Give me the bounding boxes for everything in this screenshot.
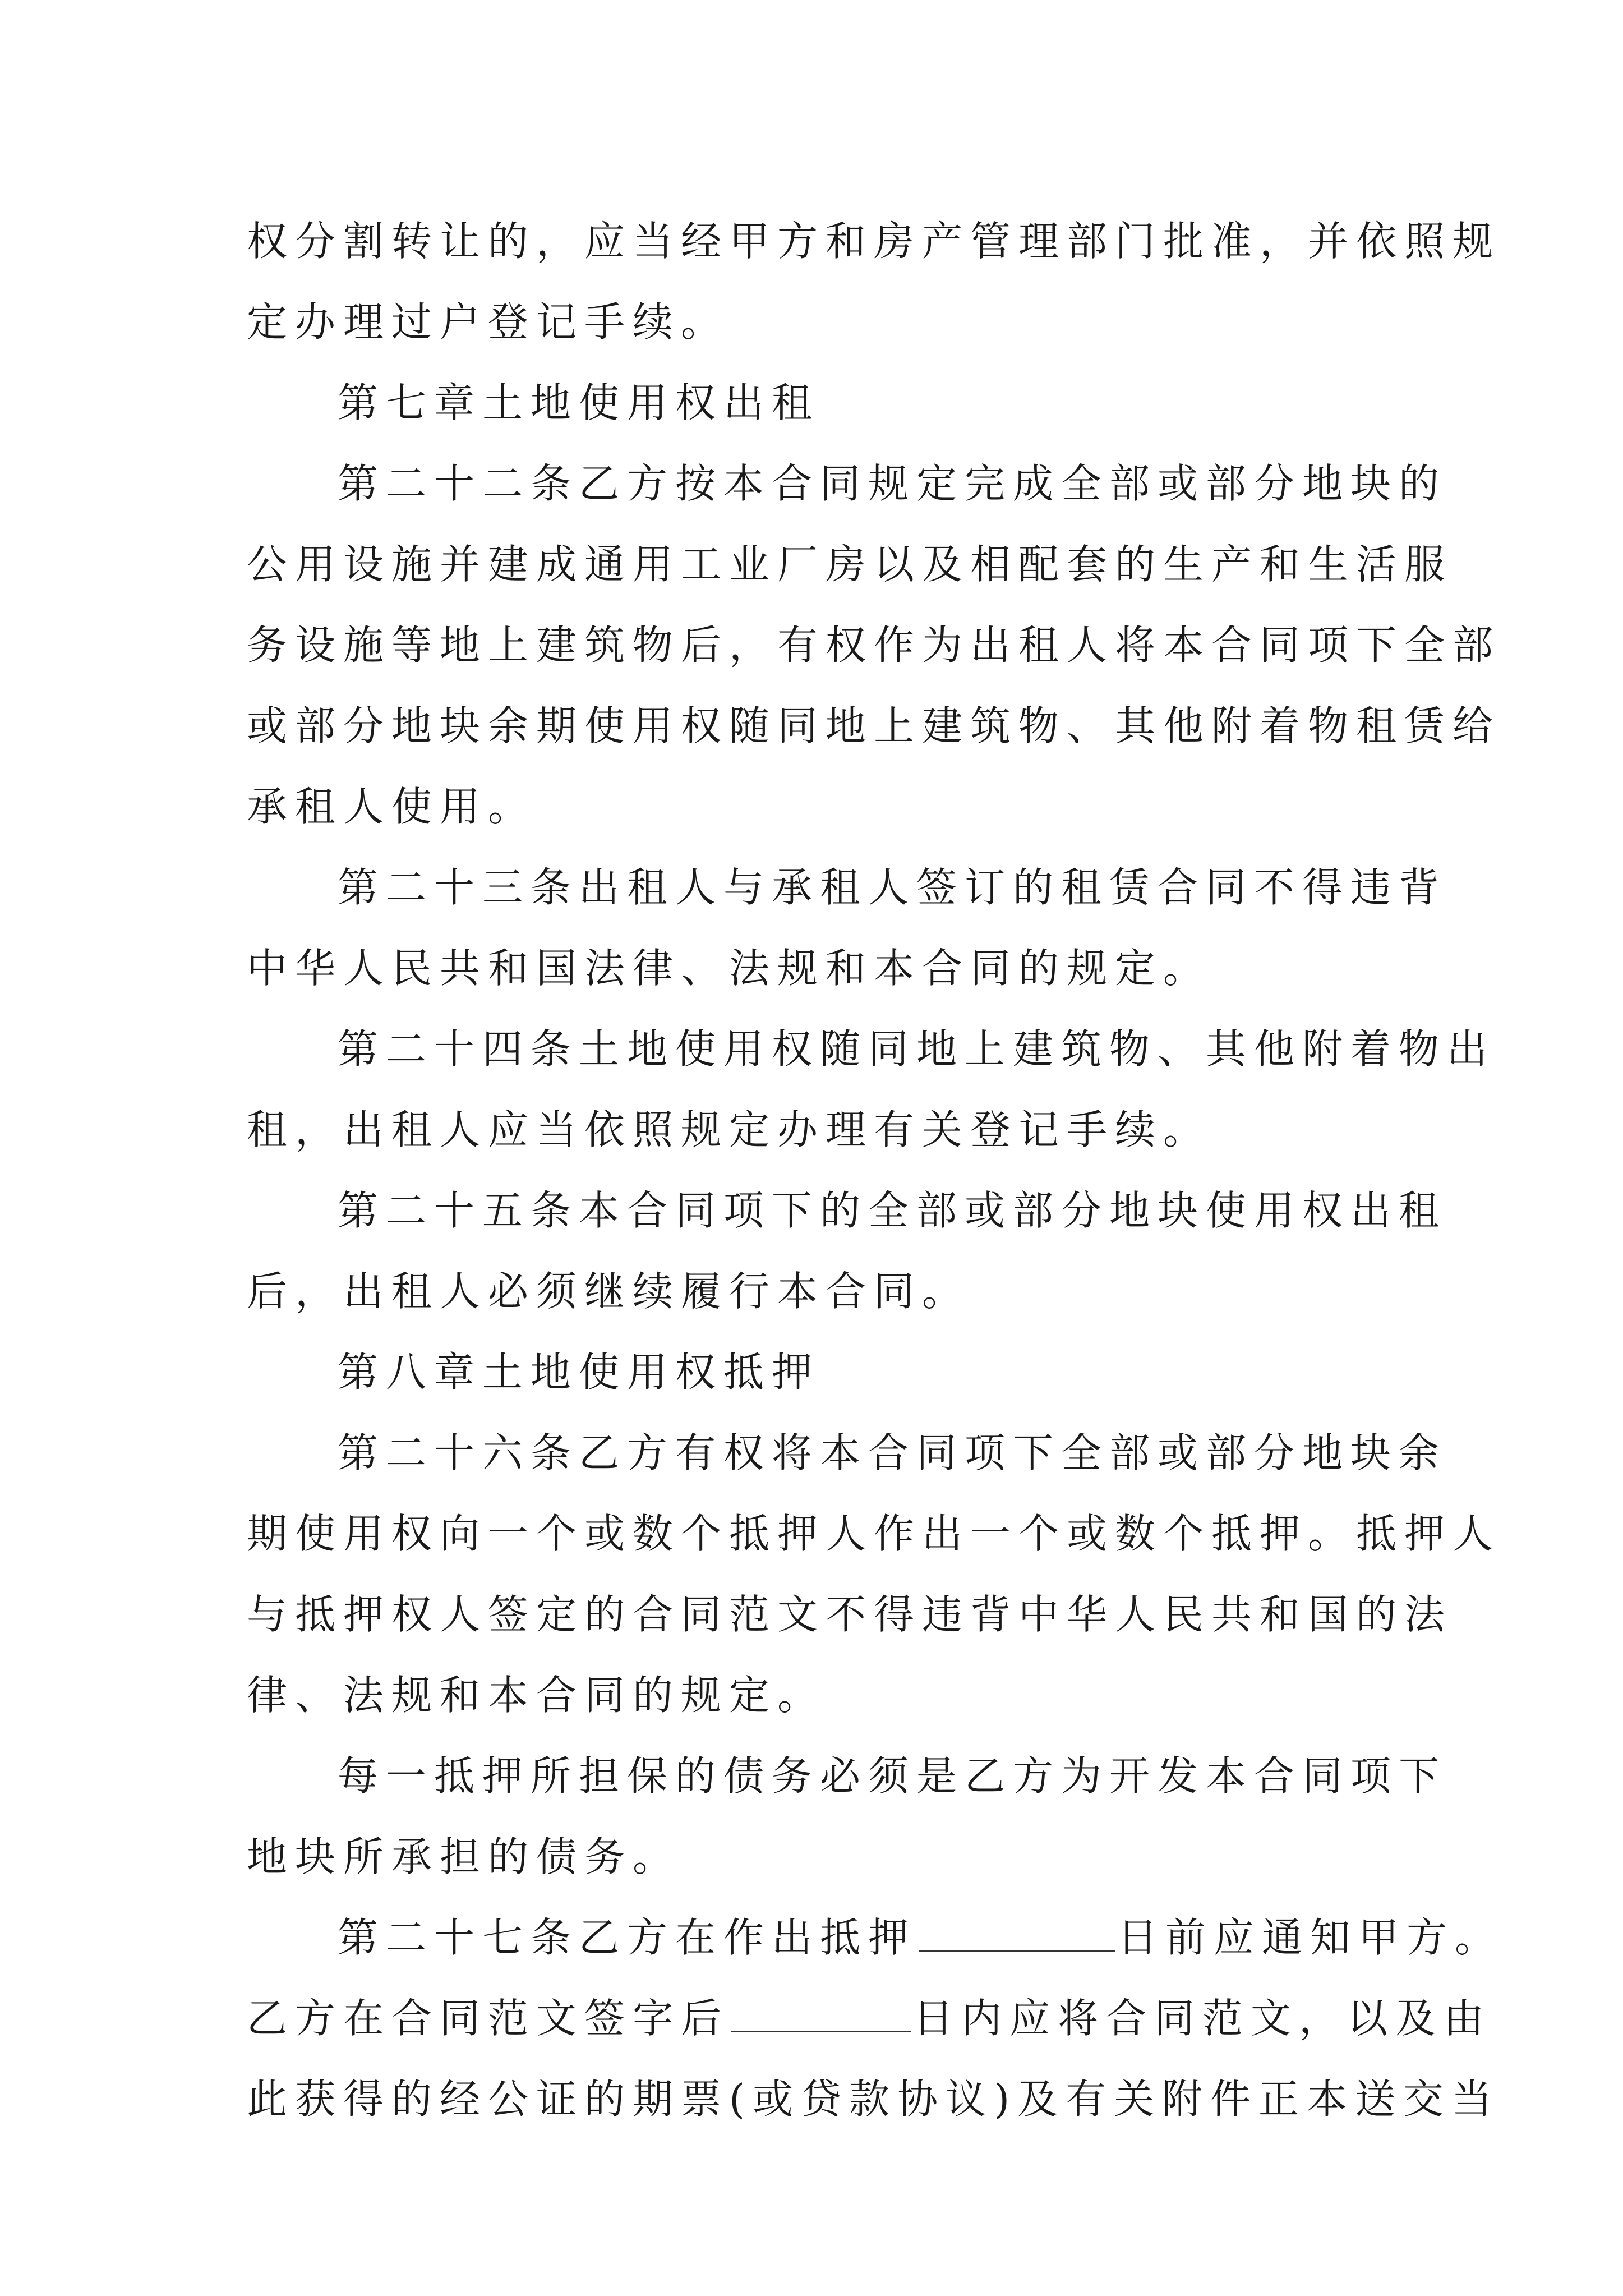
paragraph-line: 与抵押权人签定的合同范文不得违背中华人民共和国的法 bbox=[247, 1591, 1453, 1638]
paragraph-line: 地块所承担的债务。 bbox=[247, 1833, 681, 1880]
text-segment: 第二十七条乙方在作出抵押 bbox=[338, 1914, 917, 1961]
text-segment: 日前应通知甲方。 bbox=[1117, 1914, 1504, 1961]
paragraph-line: 权分割转让的，应当经甲方和房产管理部门批准，并依照规 bbox=[247, 218, 1501, 265]
chapter-heading-7: 第七章土地使用权出租 bbox=[338, 379, 820, 426]
fill-in-blank bbox=[731, 1991, 911, 2032]
paragraph-line: 每一抵押所担保的债务必须是乙方为开发本合同项下 bbox=[338, 1752, 1447, 1800]
fill-in-blank bbox=[919, 1911, 1115, 1952]
article-23-line: 第二十三条出租人与承租人签订的租赁合同不得违背 bbox=[338, 864, 1447, 911]
document-body bbox=[247, 201, 1504, 2139]
paragraph-line: 中华人民共和国法律、法规和本合同的规定。 bbox=[247, 945, 1212, 992]
paragraph-line: 律、法规和本合同的规定。 bbox=[247, 1672, 826, 1719]
paragraph-line: 租，出租人应当依照规定办理有关登记手续。 bbox=[247, 1106, 1212, 1153]
paragraph-line: 此获得的经公证的期票(或贷款协议)及有关附件正本送交当 bbox=[247, 2076, 1500, 2123]
paragraph-line: 或部分地块余期使用权随同地上建筑物、其他附着物租赁给 bbox=[247, 702, 1501, 749]
paragraph-line: 务设施等地上建筑物后，有权作为出租人将本合同项下全部 bbox=[247, 622, 1501, 669]
paragraph-line: 后，出租人必须继续履行本合同。 bbox=[247, 1268, 971, 1315]
chapter-heading-8: 第八章土地使用权抵押 bbox=[338, 1349, 820, 1396]
text-segment: 日内应将合同范文，以及由 bbox=[913, 1995, 1492, 2042]
article-22-line: 第二十二条乙方按本合同规定完成全部或部分地块的 bbox=[338, 460, 1447, 507]
article-24-line: 第二十四条土地使用权随同地上建筑物、其他附着物出 bbox=[338, 1025, 1496, 1073]
text-segment: 乙方在合同范文签字后 bbox=[247, 1995, 730, 2042]
paragraph-line: 定办理过户登记手续。 bbox=[247, 298, 730, 346]
paragraph-line bbox=[247, 1978, 1492, 2059]
article-26-line: 第二十六条乙方有权将本合同项下全部或部分地块余 bbox=[338, 1429, 1447, 1476]
article-25-line: 第二十五条本合同项下的全部或部分地块使用权出租 bbox=[338, 1187, 1447, 1234]
paragraph-line: 期使用权向一个或数个抵押人作出一个或数个抵押。抵押人 bbox=[247, 1510, 1501, 1557]
paragraph-line: 承租人使用。 bbox=[247, 783, 537, 830]
article-27-line bbox=[247, 1897, 1504, 1978]
paragraph-line: 公用设施并建成通用工业厂房以及相配套的生产和生活服 bbox=[247, 541, 1453, 588]
